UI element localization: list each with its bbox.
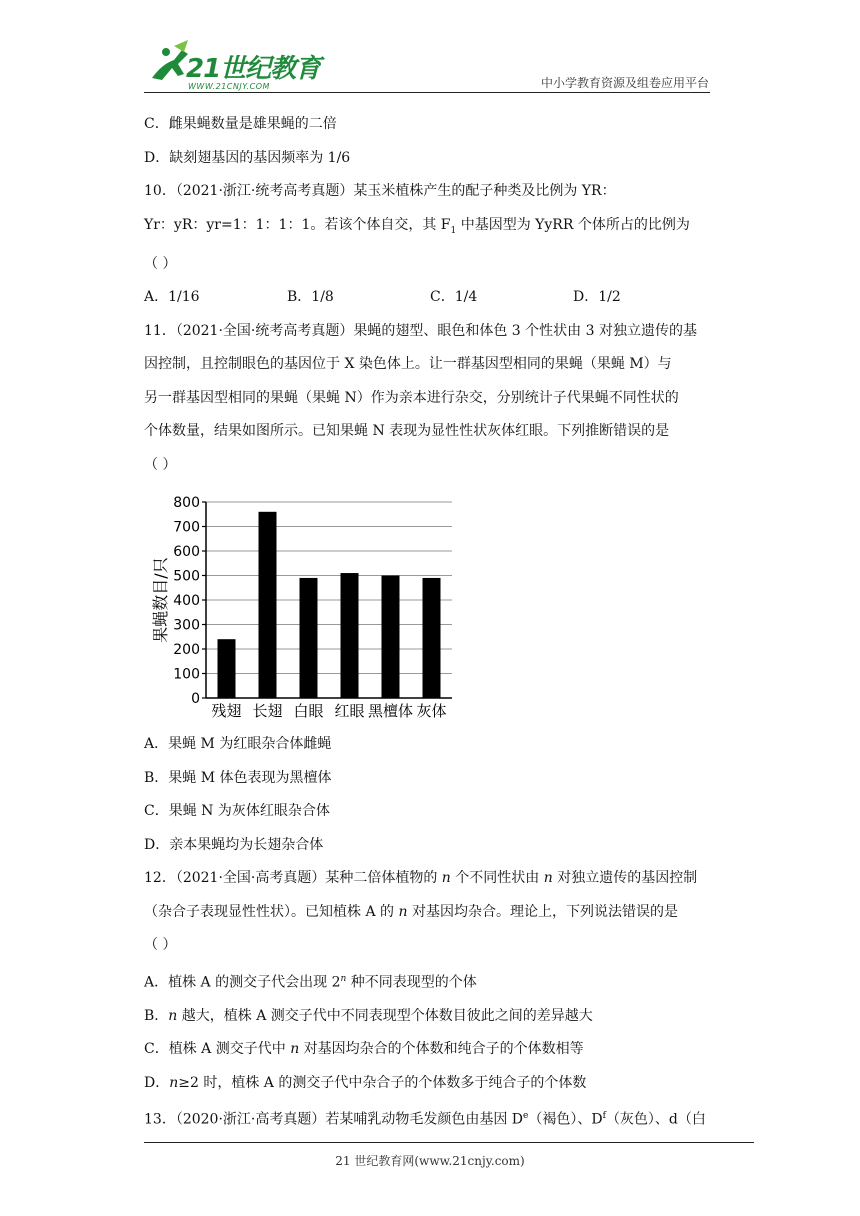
q9-option-c: C．雌果蝇数量是雄果蝇的二倍 [144, 116, 337, 132]
logo-subtitle: WWW.21CNJY.COM [188, 82, 270, 91]
q12-option-a: A．植株 A 的测交子代会出现 2$^n$ 种不同表现型的个体 [144, 973, 477, 991]
bar [300, 578, 318, 698]
y-tick-label: 700 [173, 519, 200, 536]
y-tick-label: 300 [173, 617, 200, 634]
q10-option-c: C．1/4 [430, 289, 478, 306]
q11-option-b: B．果蝇 M 体色表现为黑檀体 [144, 769, 332, 786]
footer-divider [144, 1142, 754, 1143]
y-tick-label: 200 [173, 642, 200, 659]
y-tick-label: 600 [173, 544, 200, 561]
x-tick-label: 残翅 [211, 702, 242, 721]
q10-stem-line2: Yr：yR：yr=1：1：1：1。若该个体自交，其 $F_1$ 中基因型为 YyRR 个体所占的比例为 [144, 216, 690, 236]
q10-options [144, 281, 716, 315]
x-tick-label: 白眼 [293, 702, 324, 721]
q11-option-d: D．亲本果蝇均为长翅杂合体 [144, 836, 324, 853]
chart-container [144, 488, 716, 720]
bar [382, 576, 400, 699]
q11-stem-line2: 因控制，且控制眼色的基因位于 X 染色体上。让一群基因型相同的果蝇（果蝇 M）与 [144, 356, 672, 373]
bar [259, 512, 277, 698]
y-tick-label: 0 [191, 691, 200, 708]
document-body [144, 108, 716, 1138]
q11-stem-line3: 另一群基因型相同的果蝇（果蝇 N）作为亲本进行杂交，分别统计子代果蝇不同性状的 [144, 389, 679, 406]
bar-chart [144, 488, 464, 720]
q10-option-d: D．1/2 [573, 289, 621, 306]
bar [423, 578, 441, 698]
y-tick-label: 800 [173, 495, 200, 512]
q11-answer-paren: （ ） [144, 456, 177, 473]
x-tick-label: 灰体 [416, 702, 447, 721]
q10-stem-line1: 10．（2021·浙江·统考高考真题）某玉米植株产生的配子种类及比例为 YR： [144, 183, 616, 199]
q12-option-d: D．n≥2 时，植株 A 的测交子代中杂合子的个体数多于纯合子的个体数 [144, 1074, 587, 1091]
q11-stem-line1: 11．（2021·全国·统考高考真题）果蝇的翅型、眼色和体色 3 个性状由 3 对独立遗传的基 [144, 322, 697, 339]
footer-text: 21 世纪教育网(www.21cnjy.com) [335, 1154, 525, 1168]
x-tick-label: 长翅 [252, 702, 283, 721]
x-tick-label: 黑檀体 [367, 702, 414, 721]
q10-option-b: B．1/8 [287, 289, 334, 306]
q11-stem-line4: 个体数量，结果如图所示。已知果蝇 N 表现为显性性状灰体红眼。下列推断错误的是 [144, 423, 670, 440]
bar [341, 573, 359, 698]
q11-option-a: A．果蝇 M 为红眼杂合体雌蝇 [144, 736, 332, 753]
header-divider [144, 92, 710, 93]
q12-option-b: B．n 越大，植株 A 测交子代中不同表现型个体数目彼此之间的差异越大 [144, 1007, 593, 1024]
bar [218, 639, 236, 698]
y-axis-label: 果蝇数目/只 [151, 557, 170, 643]
q12-option-c: C．植株 A 测交子代中 n 对基因均杂合的个体数和纯合子的个体数相等 [144, 1041, 584, 1058]
q10-option-a: A．1/16 [144, 289, 200, 306]
q12-stem-line1: 12．（2021·全国·高考真题）某种二倍体植物的 n 个不同性状由 n 对独立遗传的基因控制 [144, 870, 698, 887]
platform-title: 中小学教育资源及组卷应用平台 [540, 76, 709, 90]
logo-text: 21世纪教育 [186, 54, 321, 84]
q10-answer-paren: （ ） [144, 255, 177, 272]
q9-option-d: D．缺刻翅基因的基因频率为 1/6 [144, 149, 351, 166]
q13-stem-line1: 13．（2020·浙江·高考真题）若某哺乳动物毛发颜色由基因 De（褐色）、$D^f$（灰色）、d（白 [144, 1111, 706, 1129]
q12-answer-paren: （ ） [144, 937, 177, 954]
y-tick-label: 500 [173, 568, 200, 585]
q11-option-c: C．果蝇 N 为灰体红眼杂合体 [144, 803, 330, 820]
y-tick-label: 100 [173, 666, 200, 683]
y-tick-label: 400 [173, 593, 200, 610]
x-tick-label: 红眼 [334, 702, 365, 721]
q12-stem-line2: （杂合子表现显性性状）。已知植株 A 的 n 对基因均杂合。理论上，下列说法错误的是 [144, 903, 678, 920]
